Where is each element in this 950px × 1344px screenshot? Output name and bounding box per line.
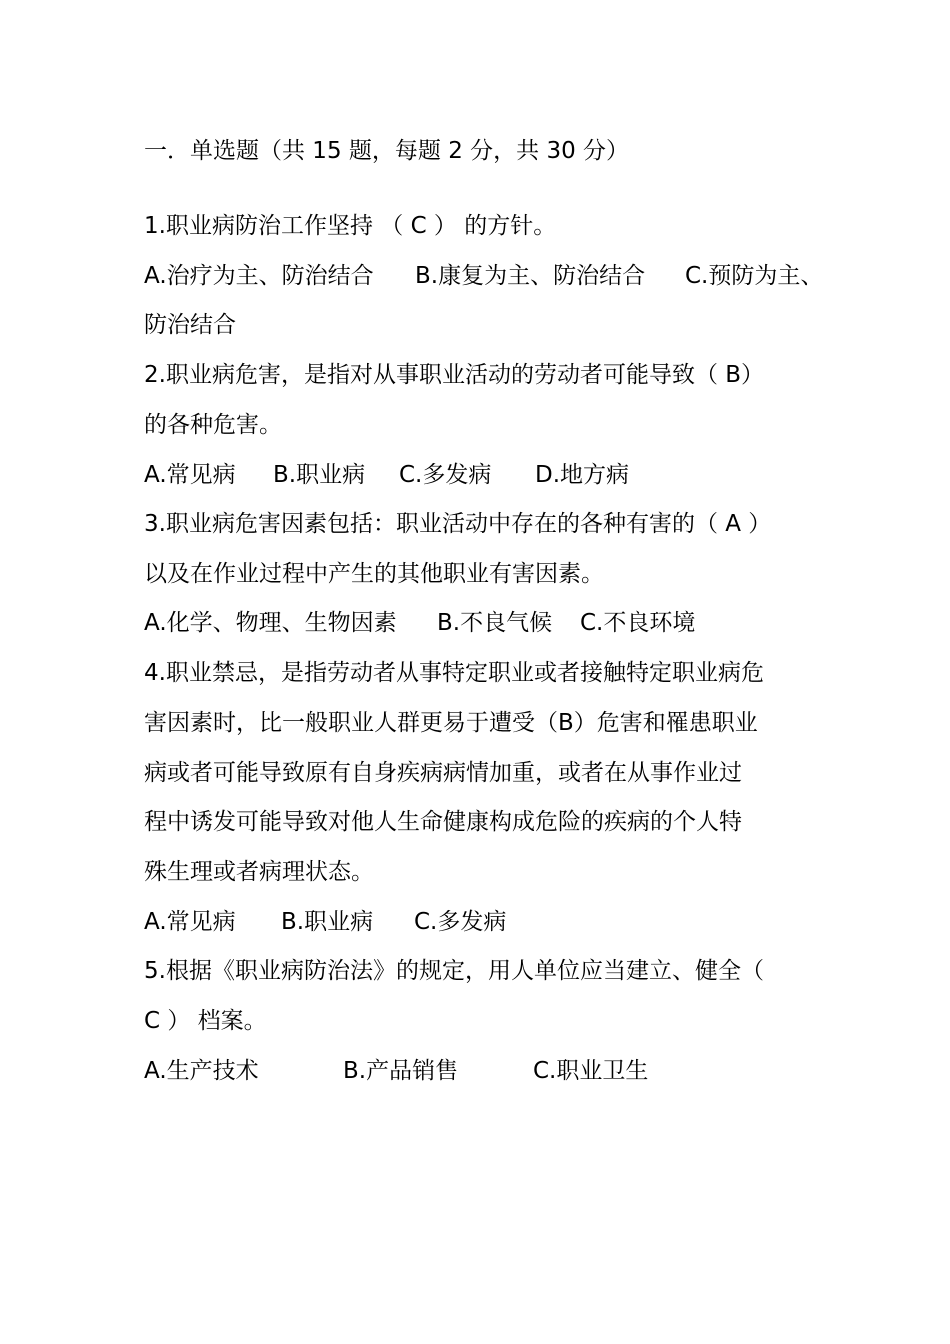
question-2-option-a: A.常见病 [144, 462, 236, 488]
section-title: 一．单选题（共 15 题，每题 2 分，共 30 分） [144, 138, 630, 164]
question-1-option-a: A.治疗为主、防治结合 [144, 263, 374, 289]
question-3-option-a: A.化学、物理、生物因素 [144, 610, 397, 636]
question-3-stem-line-1: 3.职业病危害因素包括：职业活动中存在的各种有害的（ A ） [144, 511, 772, 537]
question-2-stem-line-1: 2.职业病危害，是指对从事职业活动的劳动者可能导致（ B） [144, 362, 765, 388]
question-5-option-b: B.产品销售 [343, 1058, 459, 1084]
question-5-option-a: A.生产技术 [144, 1058, 259, 1084]
question-5-options-line-1 [144, 1056, 844, 1086]
question-2-option-d: D.地方病 [535, 462, 630, 488]
question-1-stem-line-1: 1.职业病防治工作坚持 （ C ） 的方针。 [144, 213, 557, 239]
question-3-option-c: C.不良环境 [580, 610, 696, 636]
question-4-option-b: B.职业病 [281, 909, 374, 935]
question-3-stem-line-2: 以及在作业过程中产生的其他职业有害因素。 [144, 561, 604, 587]
question-2-option-b: B.职业病 [273, 462, 366, 488]
question-4-stem-line-3: 病或者可能导致原有自身疾病病情加重，或者在从事作业过 [144, 760, 742, 786]
question-1-options-line-2: 防治结合 [144, 312, 236, 338]
question-3-option-b: B.不良气候 [437, 610, 553, 636]
question-1-options-line-1 [144, 261, 844, 291]
question-4-stem-line-2: 害因素时，比一般职业人群更易于遭受（B）危害和罹患职业 [144, 710, 758, 736]
question-4-stem-line-4: 程中诱发可能导致对他人生命健康构成危险的疾病的个人特 [144, 809, 742, 835]
question-4-stem-line-1: 4.职业禁忌，是指劳动者从事特定职业或者接触特定职业病危 [144, 660, 764, 686]
question-5-option-c: C.职业卫生 [533, 1058, 649, 1084]
question-4-stem-line-5: 殊生理或者病理状态。 [144, 859, 374, 885]
question-3-options-line-1 [144, 608, 844, 638]
question-5-stem-line-1: 5.根据《职业病防治法》的规定，用人单位应当建立、健全（ [144, 958, 764, 984]
question-1-option-c: C.预防为主、 [685, 263, 824, 289]
question-2-stem-line-2: 的各种危害。 [144, 412, 282, 438]
question-4-option-a: A.常见病 [144, 909, 236, 935]
question-1-option-b: B.康复为主、防治结合 [415, 263, 646, 289]
question-2-option-c: C.多发病 [399, 462, 492, 488]
question-5-stem-line-2: C ） 档案。 [144, 1008, 267, 1034]
question-4-option-c: C.多发病 [414, 909, 507, 935]
question-2-options-line-1 [144, 460, 844, 490]
question-4-options-line-1 [144, 907, 844, 937]
